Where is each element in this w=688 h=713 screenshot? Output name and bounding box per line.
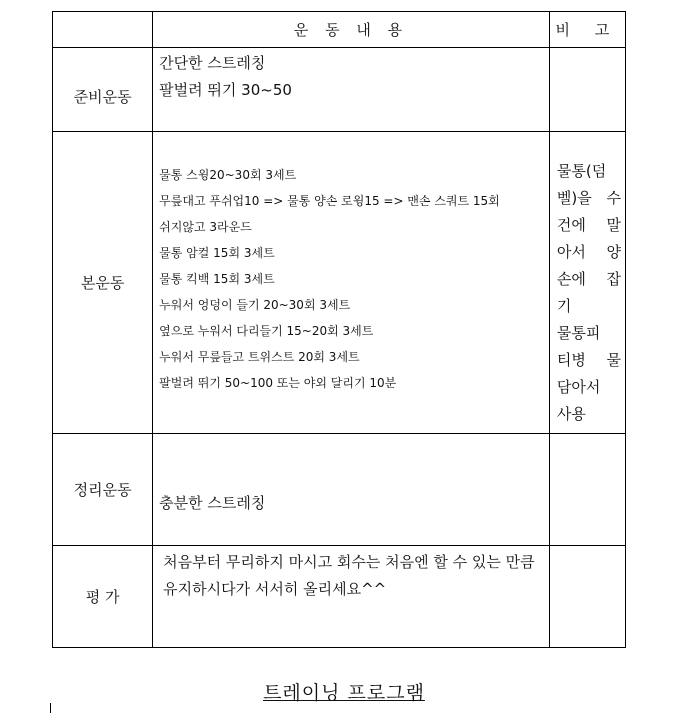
main-note-line-5: 손에 잡 — [556, 270, 621, 288]
main-line-8: 누워서 무릎들고 트위스트 20회 3세트 — [159, 350, 360, 364]
cooldown-label: 정리운동 — [53, 434, 153, 546]
main-label: 본운동 — [53, 132, 153, 434]
main-content — [153, 132, 550, 434]
main-note-line-8: 티병 물 — [556, 351, 621, 369]
evaluation-label: 평 가 — [53, 546, 153, 648]
main-note-line-9: 담아서 — [556, 378, 601, 396]
main-line-9: 팔벌려 뛰기 50~100 또는 야외 달리기 10분 — [159, 376, 397, 390]
main-line-1: 물통 스윙20~30회 3세트 — [159, 168, 297, 182]
main-note-line-7: 물통피 — [556, 324, 601, 342]
document-title: 트레이닝 프로그램 — [263, 682, 425, 704]
main-line-2: 무릎대고 푸쉬업10 => 물통 양손 로윙15 => 맨손 스쿼트 15회 — [159, 194, 500, 208]
main-note-line-4: 아서 양 — [556, 243, 621, 261]
main-line-4: 물통 암컬 15회 3세트 — [159, 246, 275, 260]
main-line-7: 옆으로 누워서 다리들기 15~20회 3세트 — [159, 324, 374, 338]
header-empty-cell — [53, 12, 153, 48]
main-line-6: 누워서 엉덩이 들기 20~30회 3세트 — [159, 298, 351, 312]
header-content: 운 동 내 용 — [153, 12, 550, 48]
main-note — [549, 132, 625, 434]
warmup-label: 준비운동 — [53, 48, 153, 132]
evaluation-row — [53, 546, 626, 648]
evaluation-note — [549, 546, 625, 648]
cooldown-content — [153, 434, 550, 546]
header-note: 비 고 — [549, 12, 625, 48]
cooldown-row — [53, 434, 626, 546]
warmup-row — [53, 48, 626, 132]
main-line-5: 물통 킥백 15회 3세트 — [159, 272, 275, 286]
main-note-line-2: 벨)을 수 — [556, 189, 621, 207]
warmup-content — [153, 48, 550, 132]
training-program-table — [52, 11, 626, 648]
warmup-line-1: 간단한 스트레칭 — [159, 54, 266, 72]
warmup-line-2: 팔벌려 뛰기 30~50 — [159, 81, 292, 99]
main-note-line-1: 물통(덤 — [556, 162, 607, 180]
cooldown-note — [549, 434, 625, 546]
cooldown-line-1: 충분한 스트레칭 — [159, 494, 266, 512]
header-row — [53, 12, 626, 48]
text-cursor — [50, 703, 51, 713]
main-line-3: 쉬지않고 3라운드 — [159, 220, 252, 234]
warmup-note — [549, 48, 625, 132]
main-row — [53, 132, 626, 434]
main-note-line-10: 사용 — [556, 405, 586, 423]
evaluation-text: 처음부터 무리하지 마시고 회수는 처음엔 할 수 있는 만큼 유지하시다가 서서히 올리세요^^ — [153, 546, 550, 648]
main-note-line-6: 기 — [556, 297, 572, 315]
main-note-line-3: 건에 말 — [556, 216, 621, 234]
